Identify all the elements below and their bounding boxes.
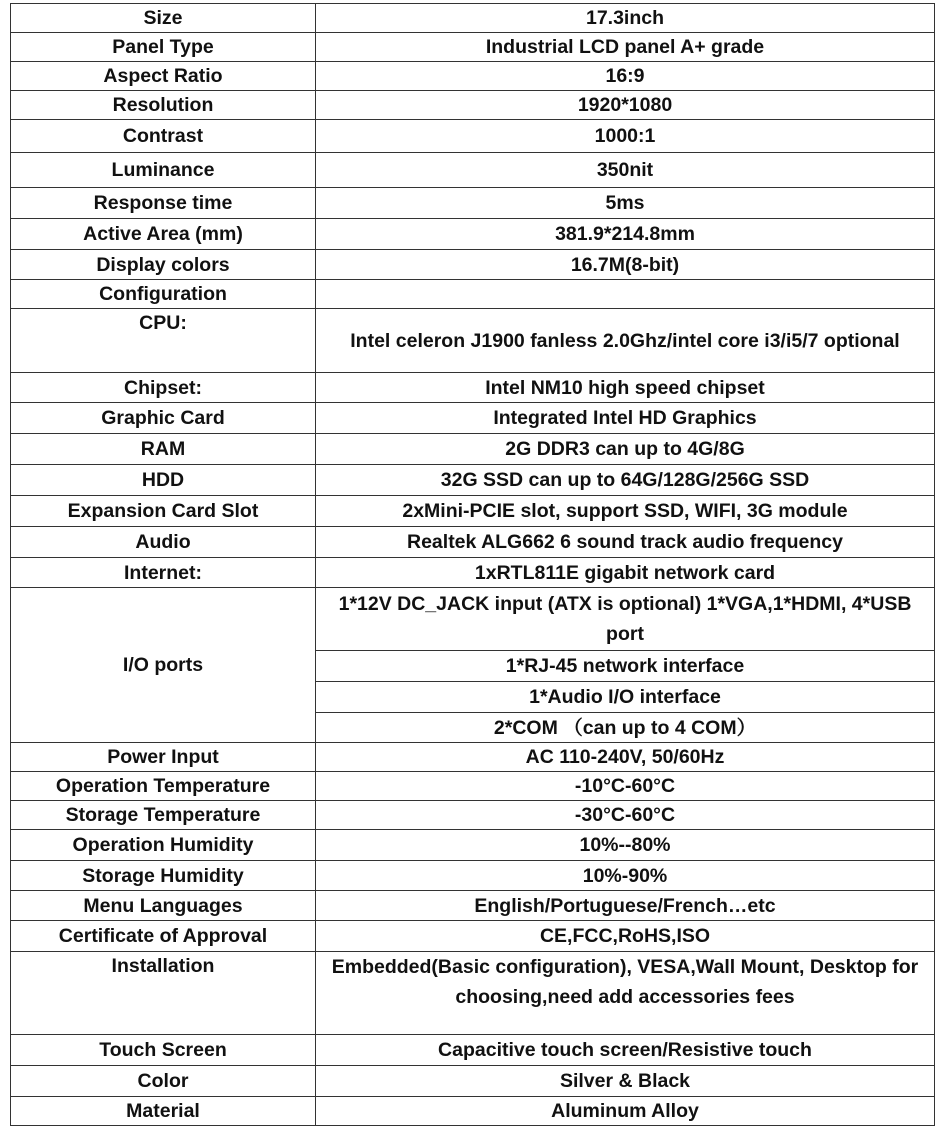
io-port-value: 1*RJ-45 network interface — [316, 651, 935, 682]
table-row — [11, 861, 935, 891]
spec-label: Expansion Card Slot — [11, 496, 316, 527]
spec-value: English/Portuguese/French…etc — [316, 891, 935, 921]
spec-value: CE,FCC,RoHS,ISO — [316, 921, 935, 952]
spec-label: Aspect Ratio — [11, 62, 316, 91]
spec-label: Size — [11, 4, 316, 33]
spec-value: 32G SSD can up to 64G/128G/256G SSD — [316, 465, 935, 496]
table-row — [11, 1035, 935, 1066]
spec-label: Internet: — [11, 558, 316, 588]
spec-label: Display colors — [11, 250, 316, 280]
table-row — [11, 120, 935, 153]
table-row — [11, 743, 935, 772]
table-row — [11, 250, 935, 280]
spec-value: Embedded(Basic configuration), VESA,Wall Mount, Desktop for choosing,need add accessories fees — [316, 952, 935, 1035]
table-row — [11, 527, 935, 558]
table-row — [11, 33, 935, 62]
spec-value: 381.9*214.8mm — [316, 219, 935, 250]
table-row — [11, 91, 935, 120]
spec-value: Integrated Intel HD Graphics — [316, 403, 935, 434]
spec-label: HDD — [11, 465, 316, 496]
io-ports-label: I/O ports — [11, 588, 316, 743]
spec-label: Material — [11, 1097, 316, 1126]
table-row — [11, 4, 935, 33]
spec-value: AC 110-240V, 50/60Hz — [316, 743, 935, 772]
table-row — [11, 153, 935, 188]
spec-label: CPU: — [11, 309, 316, 373]
spec-label: Audio — [11, 527, 316, 558]
spec-value: 16:9 — [316, 62, 935, 91]
spec-table — [10, 3, 935, 1126]
table-row — [11, 373, 935, 403]
table-row — [11, 434, 935, 465]
spec-label: Color — [11, 1066, 316, 1097]
spec-label: Storage Humidity — [11, 861, 316, 891]
table-row — [11, 1066, 935, 1097]
spec-value: 10%-90% — [316, 861, 935, 891]
spec-label: Resolution — [11, 91, 316, 120]
spec-value: 17.3inch — [316, 4, 935, 33]
spec-label: Touch Screen — [11, 1035, 316, 1066]
spec-label: Operation Temperature — [11, 772, 316, 801]
table-row — [11, 891, 935, 921]
spec-label: Chipset: — [11, 373, 316, 403]
spec-label: Configuration — [11, 280, 316, 309]
table-row — [11, 952, 935, 1035]
table-row — [11, 921, 935, 952]
spec-label: Response time — [11, 188, 316, 219]
spec-value: 1xRTL811E gigabit network card — [316, 558, 935, 588]
spec-value: 1920*1080 — [316, 91, 935, 120]
table-row — [11, 280, 935, 309]
table-row — [11, 465, 935, 496]
spec-value: 350nit — [316, 153, 935, 188]
table-row — [11, 830, 935, 861]
spec-value: Intel NM10 high speed chipset — [316, 373, 935, 403]
spec-label: Menu Languages — [11, 891, 316, 921]
spec-value: Realtek ALG662 6 sound track audio frequency — [316, 527, 935, 558]
io-port-value: 1*12V DC_JACK input (ATX is optional) 1*VGA,1*HDMI, 4*USB port — [316, 588, 935, 651]
table-row — [11, 772, 935, 801]
spec-value: 1000:1 — [316, 120, 935, 153]
spec-value: 16.7M(8-bit) — [316, 250, 935, 280]
table-row — [11, 62, 935, 91]
spec-value: 2xMini-PCIE slot, support SSD, WIFI, 3G module — [316, 496, 935, 527]
spec-label: Installation — [11, 952, 316, 1035]
spec-label: Active Area (mm) — [11, 219, 316, 250]
table-row — [11, 188, 935, 219]
spec-label: Power Input — [11, 743, 316, 772]
spec-label: RAM — [11, 434, 316, 465]
table-row — [11, 309, 935, 373]
table-row — [11, 558, 935, 588]
table-row — [11, 403, 935, 434]
spec-value: 10%--80% — [316, 830, 935, 861]
spec-value: 5ms — [316, 188, 935, 219]
spec-value: Silver & Black — [316, 1066, 935, 1097]
spec-label: Graphic Card — [11, 403, 316, 434]
spec-label: Panel Type — [11, 33, 316, 62]
spec-label: Luminance — [11, 153, 316, 188]
spec-value: Aluminum Alloy — [316, 1097, 935, 1126]
spec-value: Industrial LCD panel A+ grade — [316, 33, 935, 62]
spec-value: Capacitive touch screen/Resistive touch — [316, 1035, 935, 1066]
table-row — [11, 219, 935, 250]
io-port-value: 1*Audio I/O interface — [316, 682, 935, 713]
spec-value: Intel celeron J1900 fanless 2.0Ghz/intel core i3/i5/7 optional — [316, 309, 935, 373]
spec-value: -10°C-60°C — [316, 772, 935, 801]
table-row — [11, 496, 935, 527]
io-port-value: 2*COM （can up to 4 COM） — [316, 713, 935, 743]
spec-value — [316, 280, 935, 309]
spec-label: Certificate of Approval — [11, 921, 316, 952]
spec-label: Operation Humidity — [11, 830, 316, 861]
spec-label: Contrast — [11, 120, 316, 153]
table-row — [11, 1097, 935, 1126]
table-row — [11, 588, 935, 651]
spec-value: -30°C-60°C — [316, 801, 935, 830]
table-row — [11, 801, 935, 830]
spec-value: 2G DDR3 can up to 4G/8G — [316, 434, 935, 465]
spec-label: Storage Temperature — [11, 801, 316, 830]
